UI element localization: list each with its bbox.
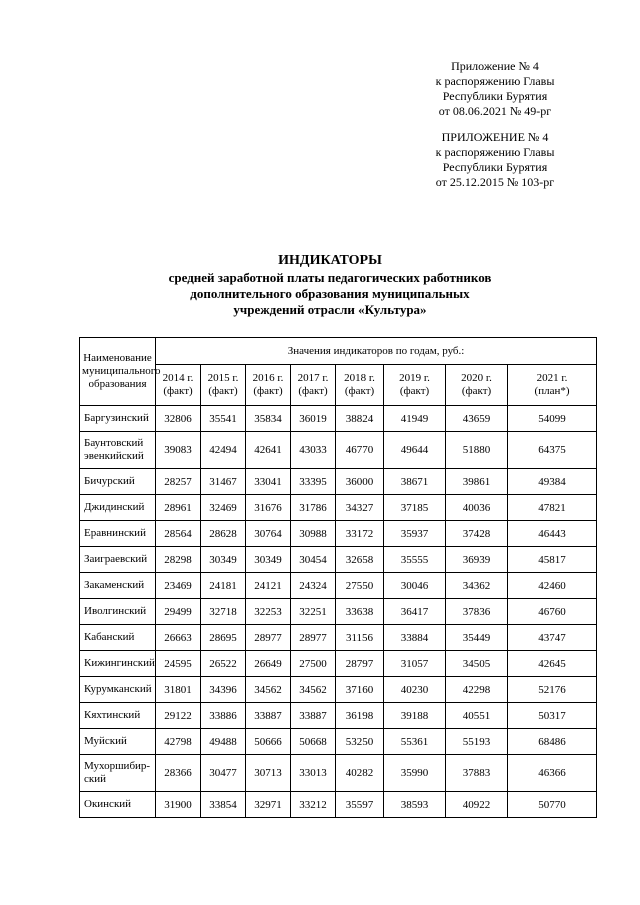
indicator-value: 33638 — [336, 599, 384, 625]
indicator-value: 40036 — [446, 495, 508, 521]
indicator-value: 24181 — [201, 573, 246, 599]
indicator-value: 37836 — [446, 599, 508, 625]
indicator-value: 43033 — [291, 432, 336, 469]
table-row — [80, 521, 597, 547]
year-kind: (факт) — [461, 385, 492, 397]
table-row — [80, 677, 597, 703]
table-row — [80, 703, 597, 729]
appendix-line: ПРИЛОЖЕНИЕ № 4 — [441, 130, 549, 144]
appendix-line: Республики Бурятия — [442, 89, 548, 103]
indicator-value: 28695 — [201, 625, 246, 651]
indicator-value: 28366 — [156, 755, 201, 792]
indicator-value: 37428 — [446, 521, 508, 547]
table-header-row — [80, 338, 597, 365]
indicator-value: 53250 — [336, 729, 384, 755]
indicator-value: 42298 — [446, 677, 508, 703]
indicator-value: 68486 — [508, 729, 597, 755]
indicator-value: 26649 — [246, 651, 291, 677]
municipality-name: Баргузинский — [80, 406, 156, 432]
indicator-value: 37160 — [336, 677, 384, 703]
indicator-value: 35937 — [384, 521, 446, 547]
indicator-value: 32469 — [201, 495, 246, 521]
indicator-value: 50666 — [246, 729, 291, 755]
indicator-value: 30046 — [384, 573, 446, 599]
indicator-value: 41949 — [384, 406, 446, 432]
indicator-value: 43747 — [508, 625, 597, 651]
indicator-value: 33887 — [246, 703, 291, 729]
appendix-line: от 08.06.2021 № 49-рг — [438, 104, 552, 118]
municipality-name: Кяхтинский — [80, 703, 156, 729]
year-kind: (план*) — [534, 385, 570, 397]
table-row — [80, 755, 597, 792]
year-label: 2021 г. — [536, 372, 568, 384]
indicator-value: 30764 — [246, 521, 291, 547]
table-row — [80, 406, 597, 432]
indicator-value: 33887 — [291, 703, 336, 729]
indicator-value: 50668 — [291, 729, 336, 755]
municipality-name: Джидинский — [80, 495, 156, 521]
table-row — [80, 729, 597, 755]
indicator-value: 31786 — [291, 495, 336, 521]
title-line: дополнительного образования муниципальных — [190, 286, 470, 301]
indicator-value: 45817 — [508, 547, 597, 573]
year-kind: (факт) — [344, 385, 375, 397]
indicator-value: 36417 — [384, 599, 446, 625]
indicator-value: 26663 — [156, 625, 201, 651]
indicator-value: 30988 — [291, 521, 336, 547]
year-label: 2019 г. — [399, 372, 430, 384]
indicator-value: 24324 — [291, 573, 336, 599]
table-row — [80, 573, 597, 599]
year-column-header — [336, 365, 384, 406]
indicator-value: 35990 — [384, 755, 446, 792]
indicator-value: 38671 — [384, 469, 446, 495]
appendix-line: Республики Бурятия — [442, 160, 548, 174]
indicator-value: 51880 — [446, 432, 508, 469]
indicator-value: 27550 — [336, 573, 384, 599]
values-group-header: Значения индикаторов по годам, руб.: — [156, 338, 597, 365]
indicator-value: 33884 — [384, 625, 446, 651]
indicator-value: 36939 — [446, 547, 508, 573]
indicator-value: 52176 — [508, 677, 597, 703]
indicator-value: 50317 — [508, 703, 597, 729]
indicator-value: 36198 — [336, 703, 384, 729]
indicator-value: 49384 — [508, 469, 597, 495]
indicator-value: 33013 — [291, 755, 336, 792]
indicator-value: 42645 — [508, 651, 597, 677]
indicator-value: 38593 — [384, 792, 446, 818]
municipality-name: Иволгинский — [80, 599, 156, 625]
indicator-value: 33854 — [201, 792, 246, 818]
appendix-original — [400, 130, 590, 190]
indicator-value: 42460 — [508, 573, 597, 599]
indicator-value: 35555 — [384, 547, 446, 573]
indicator-value: 49488 — [201, 729, 246, 755]
appendix-line: Приложение № 4 — [451, 59, 539, 73]
municipality-name: Бичурский — [80, 469, 156, 495]
indicator-value: 31676 — [246, 495, 291, 521]
indicator-value: 36000 — [336, 469, 384, 495]
municipality-name: Закаменский — [80, 573, 156, 599]
indicator-value: 24595 — [156, 651, 201, 677]
indicator-value: 27500 — [291, 651, 336, 677]
year-label: 2015 г. — [207, 372, 239, 384]
indicator-value: 28564 — [156, 521, 201, 547]
indicator-value: 33172 — [336, 521, 384, 547]
year-label: 2017 г. — [297, 372, 329, 384]
indicator-value: 35834 — [246, 406, 291, 432]
indicator-value: 35597 — [336, 792, 384, 818]
document-title — [80, 252, 580, 318]
year-column-header — [246, 365, 291, 406]
indicator-value: 23469 — [156, 573, 201, 599]
indicator-value: 29499 — [156, 599, 201, 625]
municipality-name: Мухоршибир-ский — [80, 755, 156, 792]
year-column-header — [156, 365, 201, 406]
indicator-value: 33395 — [291, 469, 336, 495]
indicator-value: 32658 — [336, 547, 384, 573]
indicator-value: 28977 — [291, 625, 336, 651]
indicator-value: 32253 — [246, 599, 291, 625]
indicator-value: 55361 — [384, 729, 446, 755]
indicator-value: 30713 — [246, 755, 291, 792]
indicator-value: 34396 — [201, 677, 246, 703]
indicator-value: 40282 — [336, 755, 384, 792]
indicator-value: 42494 — [201, 432, 246, 469]
municipality-name: Окинский — [80, 792, 156, 818]
year-kind: (факт) — [399, 385, 430, 397]
year-kind: (факт) — [253, 385, 283, 397]
table-row — [80, 792, 597, 818]
indicator-value: 34327 — [336, 495, 384, 521]
indicator-value: 31900 — [156, 792, 201, 818]
indicator-value: 31801 — [156, 677, 201, 703]
indicator-value: 40922 — [446, 792, 508, 818]
indicator-value: 28257 — [156, 469, 201, 495]
indicator-value: 43659 — [446, 406, 508, 432]
indicator-value: 31156 — [336, 625, 384, 651]
indicator-value: 35541 — [201, 406, 246, 432]
table-row — [80, 599, 597, 625]
indicator-value: 54099 — [508, 406, 597, 432]
table-row — [80, 432, 597, 469]
indicator-value: 30349 — [246, 547, 291, 573]
indicator-value: 34562 — [246, 677, 291, 703]
year-label: 2014 г. — [162, 372, 194, 384]
indicator-value: 55193 — [446, 729, 508, 755]
year-label: 2020 г. — [461, 372, 492, 384]
indicator-value: 47821 — [508, 495, 597, 521]
indicator-value: 64375 — [508, 432, 597, 469]
indicator-value: 38824 — [336, 406, 384, 432]
indicator-value: 33041 — [246, 469, 291, 495]
indicator-value: 34562 — [291, 677, 336, 703]
indicator-value: 28797 — [336, 651, 384, 677]
year-label: 2016 г. — [252, 372, 284, 384]
indicator-value: 46366 — [508, 755, 597, 792]
indicator-value: 29122 — [156, 703, 201, 729]
indicator-value: 33886 — [201, 703, 246, 729]
indicator-value: 31057 — [384, 651, 446, 677]
title-line: учреждений отрасли «Культура» — [233, 302, 427, 317]
year-column-header — [384, 365, 446, 406]
table-row — [80, 547, 597, 573]
indicator-value: 31467 — [201, 469, 246, 495]
municipality-name: Кабанский — [80, 625, 156, 651]
name-column-header: Наименование муниципального образования — [80, 338, 156, 406]
indicator-value: 49644 — [384, 432, 446, 469]
appendix-line: от 25.12.2015 № 103-рг — [435, 175, 555, 189]
table-row — [80, 495, 597, 521]
indicator-value: 30454 — [291, 547, 336, 573]
appendix-current — [400, 59, 590, 119]
indicator-value: 26522 — [201, 651, 246, 677]
indicator-value: 39083 — [156, 432, 201, 469]
year-kind: (факт) — [208, 385, 238, 397]
year-column-header — [291, 365, 336, 406]
year-label: 2018 г. — [344, 372, 375, 384]
indicator-value: 34505 — [446, 651, 508, 677]
indicator-value: 35449 — [446, 625, 508, 651]
municipality-name: Курумканский — [80, 677, 156, 703]
indicator-value: 34362 — [446, 573, 508, 599]
indicator-value: 46760 — [508, 599, 597, 625]
title-line: средней заработной платы педагогических работников — [168, 270, 492, 285]
table-row — [80, 625, 597, 651]
indicator-value: 37185 — [384, 495, 446, 521]
indicator-value: 28977 — [246, 625, 291, 651]
indicator-value: 32971 — [246, 792, 291, 818]
year-kind: (факт) — [163, 385, 193, 397]
appendix-line: к распоряжению Главы — [435, 145, 555, 159]
indicator-value: 30477 — [201, 755, 246, 792]
indicator-value: 42641 — [246, 432, 291, 469]
indicator-value: 40551 — [446, 703, 508, 729]
municipality-name: Кижингинский — [80, 651, 156, 677]
indicator-value: 33212 — [291, 792, 336, 818]
municipality-name: Муйский — [80, 729, 156, 755]
indicator-value: 28961 — [156, 495, 201, 521]
year-kind: (факт) — [298, 385, 328, 397]
indicator-value: 39188 — [384, 703, 446, 729]
title-main: ИНДИКАТОРЫ — [278, 253, 382, 268]
municipality-name: Баунтовский эвенкийский — [80, 432, 156, 469]
municipality-name: Еравнинский — [80, 521, 156, 547]
indicator-value: 46770 — [336, 432, 384, 469]
table-row — [80, 651, 597, 677]
table-body — [80, 406, 597, 818]
indicator-value: 36019 — [291, 406, 336, 432]
indicator-value: 32806 — [156, 406, 201, 432]
indicators-table — [79, 337, 597, 818]
year-column-header — [508, 365, 597, 406]
year-column-header — [446, 365, 508, 406]
indicator-value: 32718 — [201, 599, 246, 625]
indicator-value: 32251 — [291, 599, 336, 625]
year-column-header — [201, 365, 246, 406]
indicator-value: 40230 — [384, 677, 446, 703]
indicator-value: 28628 — [201, 521, 246, 547]
appendix-line: к распоряжению Главы — [435, 74, 555, 88]
indicator-value: 42798 — [156, 729, 201, 755]
table-row — [80, 469, 597, 495]
municipality-name: Заиграевский — [80, 547, 156, 573]
indicator-value: 30349 — [201, 547, 246, 573]
indicator-value: 37883 — [446, 755, 508, 792]
indicator-value: 24121 — [246, 573, 291, 599]
indicator-value: 46443 — [508, 521, 597, 547]
indicator-value: 50770 — [508, 792, 597, 818]
indicator-value: 39861 — [446, 469, 508, 495]
indicator-value: 28298 — [156, 547, 201, 573]
